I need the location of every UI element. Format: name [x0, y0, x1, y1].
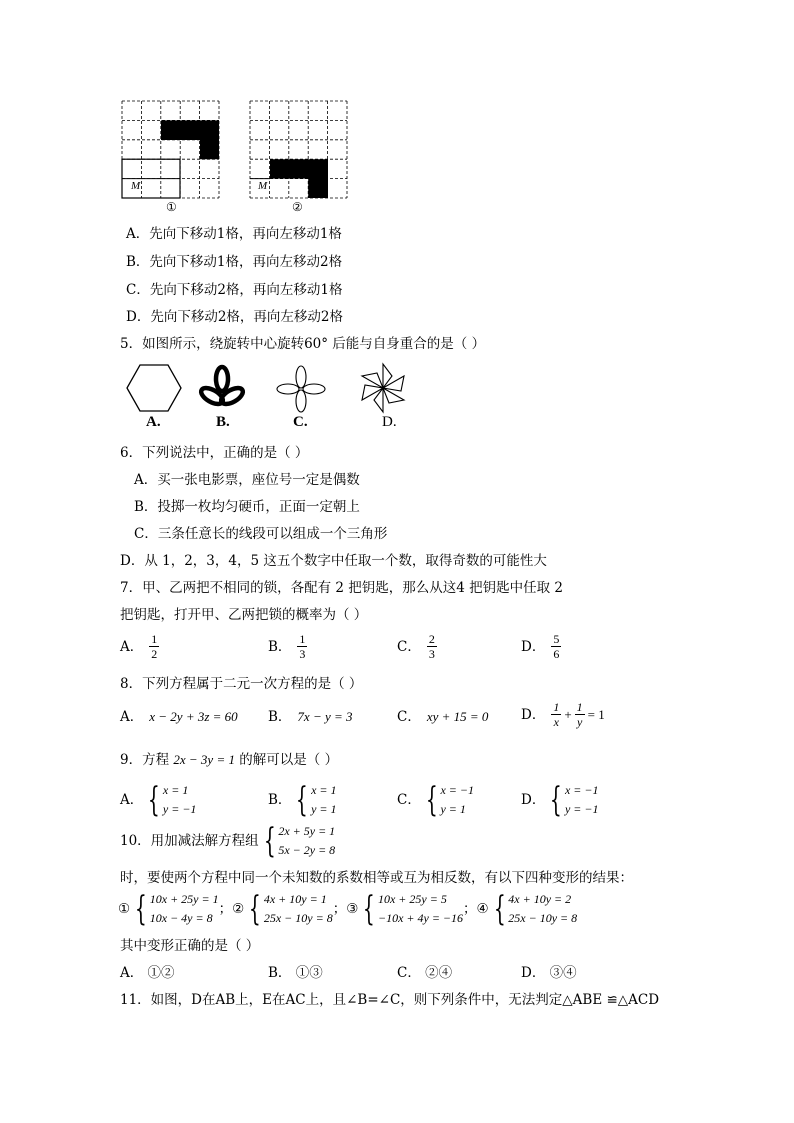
q10-stem-line3: 其中变形正确的是（ ） — [120, 938, 260, 954]
q4-option-a: A．先向下移动1格，再向左移动1格 — [126, 226, 342, 242]
q5-label-c: C. — [293, 414, 308, 430]
fraction: $\frac{5}{6}$ — [553, 632, 560, 661]
pinwheel-icon — [356, 362, 410, 414]
q5-label-d: D. — [382, 414, 397, 430]
q4-option-b: B．先向下移动1格，再向左移动2格 — [126, 254, 343, 270]
equation-system: { x = −1 y = 1 — [425, 780, 475, 820]
q10-stem: 10．用加减法解方程组 { 2x + 5y = 1 5x − 2y = 8 — [120, 821, 336, 861]
q6-option-a: A．买一张电影票，座位号一定是偶数 — [134, 472, 360, 488]
equation-system: { 10x + 25y = 1 10x − 4y = 8 — [134, 889, 219, 929]
m-label-2: M — [258, 180, 268, 192]
equation-system: { x = 1 y = 1 — [296, 780, 337, 820]
q6-option-b: B．投掷一枚均匀硬币，正面一定朝上 — [134, 499, 360, 515]
equation-system: { 2x + 5y = 1 5x − 2y = 8 — [263, 821, 336, 861]
four-petal-flower-icon — [275, 364, 327, 414]
equation-system: { 10x + 25y = 5 −10x + 4y = −16 — [363, 889, 464, 929]
q9-option-a: A． { x = 1 y = −1 — [120, 780, 197, 820]
q6-option-c: C．三条任意长的线段可以组成一个三角形 — [134, 526, 388, 542]
q8-stem: 8．下列方程属于二元一次方程的是（ ） — [120, 676, 363, 692]
fraction: $\frac{1}{3}$ — [299, 632, 306, 661]
trefoil-icon — [198, 364, 246, 412]
fraction: $\frac{1}{x}$ — [553, 700, 560, 729]
q10-option-a: A． ①② — [120, 965, 175, 981]
q7-option-d: D． $\frac{5}{6}$ — [521, 632, 560, 661]
q9-option-d: D． { x = −1 y = −1 — [521, 780, 599, 820]
q10-stem-line2: 时，要使两个方程中同一个未知数的系数相等或互为相反数，有以下四种变形的结果： — [120, 870, 633, 886]
equation-system: { x = −1 y = −1 — [550, 780, 599, 820]
q8-option-a: A． x − 2y + 3z = 60 — [120, 709, 238, 725]
q5-stem: 5．如图所示，绕旋转中心旋转60° 后能与自身重合的是（ ） — [120, 336, 486, 352]
equation-system: { 4x + 10y = 1 25x − 10y = 8 — [249, 889, 333, 929]
q7-stem-line2: 把钥匙，打开甲、乙两把锁的概率为（ ） — [120, 607, 368, 623]
q10-option-c: C． ②④ — [397, 965, 453, 981]
grid-label-2: ② — [292, 200, 303, 214]
q8-option-c: C． xy + 15 = 0 — [397, 709, 489, 725]
q4-option-c: C．先向下移动2格，再向左移动1格 — [126, 282, 343, 298]
q5-label-a: A. — [146, 414, 161, 430]
q10-option-b: B． ①③ — [268, 965, 323, 981]
q4-option-d: D．先向下移动2格，再向左移动2格 — [126, 309, 344, 325]
q7-option-c: C． $\frac{2}{3}$ — [397, 632, 435, 661]
q7-option-b: B． $\frac{1}{3}$ — [268, 632, 306, 661]
q11-stem: 11．如图，D在AB上，E在AC上，且∠B=∠C，则下列条件中，无法判定△ABE ≌△ACD — [120, 992, 660, 1008]
fraction: $\frac{1}{2}$ — [151, 632, 158, 661]
m-label-1: M — [131, 180, 141, 192]
q7-stem-line1: 7．甲、乙两把不相同的锁，各配有 2 把钥匙，那么从这4 把钥匙中任取 2 — [120, 580, 564, 596]
q10-variants: ① { 10x + 25y = 1 10x − 4y = 8 ； ② { 4x + 10y = 1 25x − 10y = 8 ； ③ { 10x + 25y = 5 −10x + 4y = −16 ； ④ { 4x + 10y = 2 25x − 10y = 8 — [118, 889, 578, 929]
q7-option-a: A． $\frac{1}{2}$ — [120, 632, 158, 661]
fraction: $\frac{1}{y}$ — [576, 700, 583, 729]
q9-option-c: C． { x = −1 y = 1 — [397, 780, 475, 820]
equation-system: { 4x + 10y = 2 25x − 10y = 8 — [493, 889, 578, 929]
q6-option-d: D．从 1，2，3，4，5 这五个数字中任取一个数，取得奇数的可能性大 — [120, 553, 547, 569]
q8-option-d: D． $\frac{1}{x}$ + $\frac{1}{y}$ = 1 — [521, 700, 605, 729]
q5-label-b: B. — [216, 414, 230, 430]
q9-option-b: B． { x = 1 y = 1 — [268, 780, 337, 820]
equation-system: { x = 1 y = −1 — [148, 780, 197, 820]
grid-label-1: ① — [166, 200, 177, 214]
q8-option-b: B． 7x − y = 3 — [268, 709, 353, 725]
fraction: $\frac{2}{3}$ — [428, 632, 435, 661]
q6-stem: 6．下列说法中，正确的是（ ） — [120, 445, 309, 461]
hexagon-icon — [126, 364, 182, 414]
q9-stem: 9．方程 2x − 3y = 1 的解可以是（ ） — [120, 752, 339, 768]
q10-option-d: D． ③④ — [521, 965, 577, 981]
